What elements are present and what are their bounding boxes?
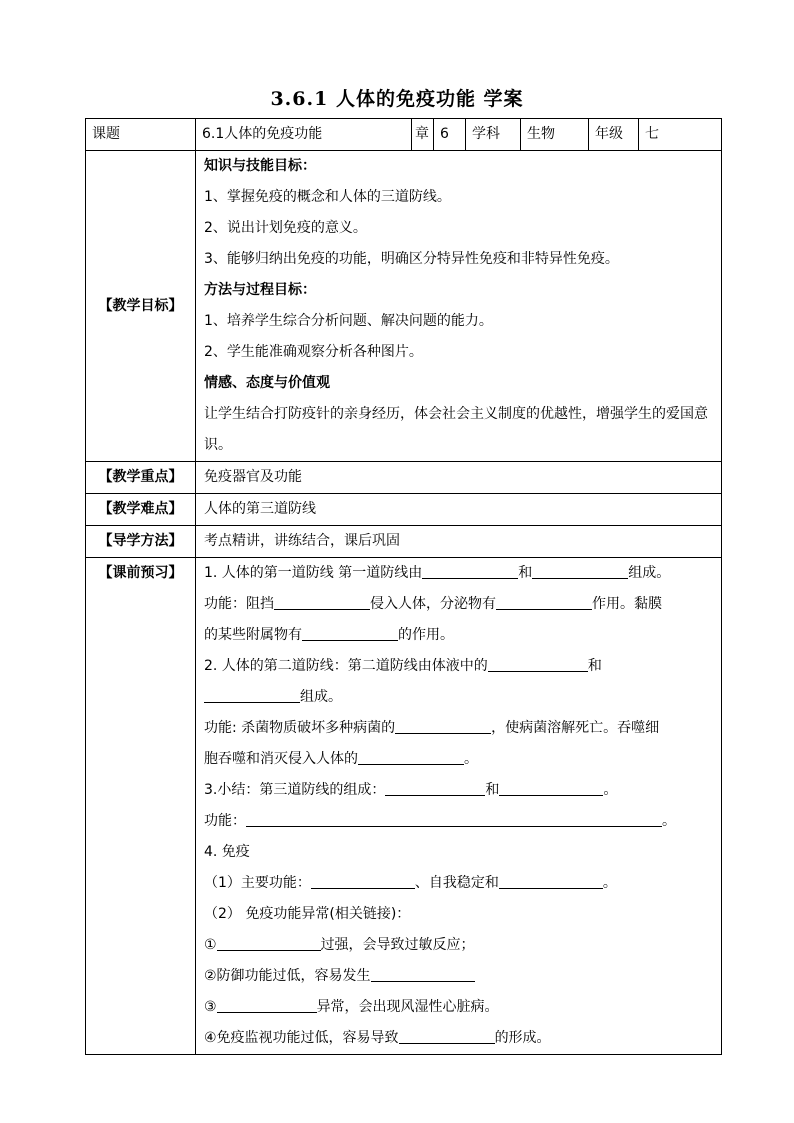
immune-item-2: ②防御功能过低，容易发生: [204, 961, 713, 992]
knowledge-item: 3、能够归纳出免疫的功能，明确区分特异性免疫和非特异性免疫。: [204, 251, 619, 267]
knowledge-title: 知识与技能目标：: [204, 158, 316, 174]
question-2: 2. 人体的第二道防线：第二道防线由体液中的 和: [204, 658, 602, 674]
question-4-1: （1）主要功能： 、自我稳定和 。: [204, 875, 617, 891]
answer-blank[interactable]: [302, 626, 398, 641]
knowledge-item: 1、掌握免疫的概念和人体的三道防线。: [204, 189, 451, 205]
emotion-title: 情感、态度与价值观: [204, 375, 330, 391]
subject-label: 学科: [466, 119, 521, 151]
answer-blank[interactable]: [274, 595, 370, 610]
answer-blank[interactable]: [488, 657, 588, 672]
answer-blank[interactable]: [246, 812, 662, 827]
immune-item-4: ④免疫监视功能过低，容易导致 的形成。: [204, 1030, 551, 1046]
answer-blank[interactable]: [496, 595, 592, 610]
method-title: 方法与过程目标：: [204, 282, 316, 298]
question-3: 3.小结：第三道防线的组成： 和 。: [204, 782, 618, 798]
knowledge-item: 2、说出计划免疫的意义。: [204, 220, 367, 236]
answer-blank[interactable]: [217, 998, 317, 1013]
question-3-function: 功能： 。: [204, 813, 676, 829]
immune-item-1: ① 过强，会导致过敏反应；: [204, 937, 475, 953]
question-1-function-cont: 的某些附属物有 的作用。: [204, 627, 454, 643]
answer-blank[interactable]: [358, 750, 464, 765]
key-point-value: 免疫器官及功能: [196, 462, 722, 494]
question-2-function-cont: 胞吞噬和消灭侵入人体的 。: [204, 751, 478, 767]
key-point-label: 【教学重点】: [86, 462, 196, 494]
preview-label: 【课前预习】: [86, 558, 196, 1055]
method-item: 1、培养学生综合分析问题、解决问题的能力。: [204, 313, 493, 329]
chapter-label: 章: [412, 119, 434, 151]
method-label: 【导学方法】: [86, 526, 196, 558]
method-item: 2、学生能准确观察分析各种图片。: [204, 344, 423, 360]
question-4-2: （2） 免疫功能异常(相关链接)：: [204, 906, 411, 922]
emotion-text: 让学生结合打防疫针的亲身经历，体会社会主义制度的优越性，增强学生的爱国意识。: [204, 406, 708, 453]
subject-value: 生物: [521, 119, 589, 151]
answer-blank[interactable]: [217, 936, 321, 951]
answer-blank[interactable]: [395, 719, 491, 734]
header-row: [86, 119, 722, 151]
grade-label: 年级: [589, 119, 639, 151]
lesson-plan-table: [85, 118, 722, 1055]
answer-blank[interactable]: [422, 564, 518, 579]
answer-blank[interactable]: [499, 874, 603, 889]
answer-blank[interactable]: [311, 874, 415, 889]
answer-blank[interactable]: [204, 688, 300, 703]
question-2-cont: 组成。: [204, 682, 713, 713]
topic-value: 6.1人体的免疫功能: [196, 119, 412, 151]
goals-content: [196, 151, 722, 462]
page-title: 3.6.1 人体的免疫功能 学案: [270, 88, 524, 110]
chapter-value: 6: [434, 119, 466, 151]
grade-value: 七: [639, 119, 722, 151]
method-value: 考点精讲，讲练结合，课后巩固: [196, 526, 722, 558]
immune-item-3: ③ 异常，会出现风湿性心脏病。: [204, 999, 499, 1015]
answer-blank[interactable]: [499, 781, 603, 796]
topic-label: 课题: [86, 119, 196, 151]
answer-blank[interactable]: [532, 564, 628, 579]
preview-content: [196, 558, 722, 1055]
method-row: [86, 526, 722, 558]
answer-blank[interactable]: [371, 967, 475, 982]
answer-blank[interactable]: [399, 1029, 495, 1044]
difficulty-row: [86, 494, 722, 526]
answer-blank[interactable]: [385, 781, 485, 796]
goals-row: [86, 151, 722, 462]
question-1-function: 功能：阻挡 侵入人体，分泌物有 作用。黏膜: [204, 596, 662, 612]
goals-label: 【教学目标】: [86, 151, 196, 462]
key-point-row: [86, 462, 722, 494]
preview-row: [86, 558, 722, 1055]
question-2-function: 功能: 杀菌物质破坏多种病菌的 ，使病菌溶解死亡。吞噬细: [204, 720, 660, 736]
question-1: 1. 人体的第一道防线 第一道防线由 和 组成。: [204, 565, 671, 581]
difficulty-label: 【教学难点】: [86, 494, 196, 526]
question-4-title: 4. 免疫: [204, 844, 250, 860]
difficulty-value: 人体的第三道防线: [196, 494, 722, 526]
